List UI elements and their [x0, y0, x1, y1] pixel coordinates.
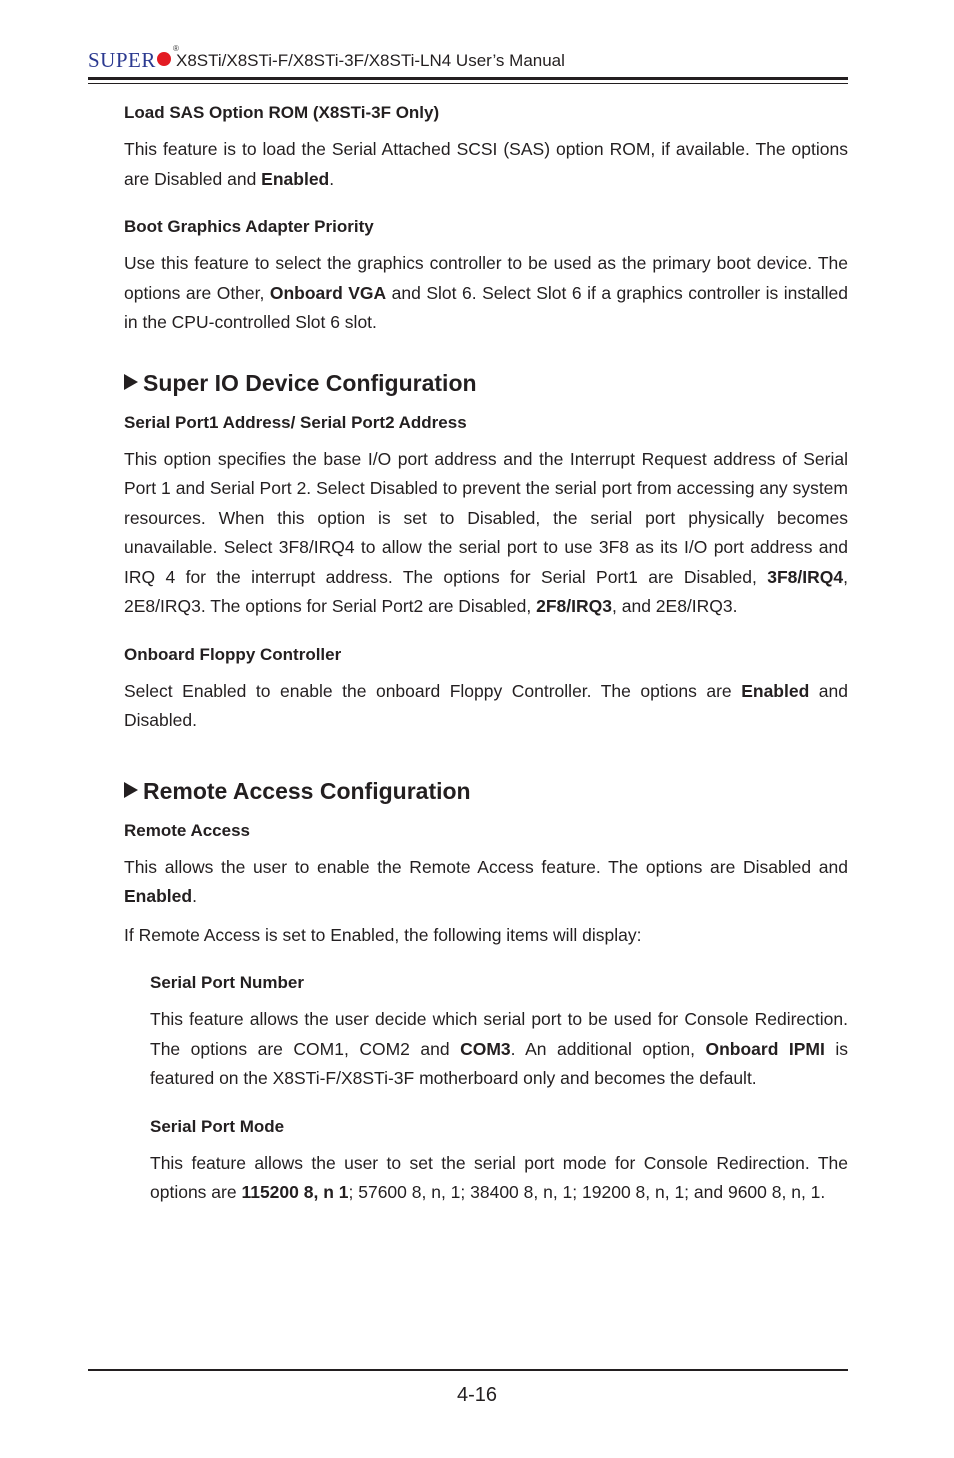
para-floppy: Select Enabled to enable the onboard Floppy Controller. The options are Enabled and Disabled. [124, 680, 849, 730]
header-rule-thick [88, 77, 848, 80]
heading-serial-port-mode: Serial Port Mode [150, 1116, 285, 1136]
logo-dot-icon [157, 52, 171, 66]
page-header [88, 44, 848, 76]
para-serial-port-number: This feature allows the user decide which serial port to be used for Console Redirection. The options are COM1, COM2 and COM3. An additional option, Onboard IPMI is featured on the X8STi-F/X8STi-3F motherboard only and becomes the default. [150, 1009, 849, 1088]
para-serial-port-address: This option specifies the base I/O port address and the Interrupt Request address of Serial Port 1 and Serial Port 2. Select Disabled to prevent the serial port from accessing any system resources. When this option is set to Disabled, the serial port physically becomes unavailable. Select 3F8/IRQ4 to allow the serial port to use 3F8 as its I/O port address and IRQ 4 for the interrupt address. The options for Serial Port1 are Disabled, 3F8/IRQ4, 2E8/IRQ3. The options for Serial Port2 are Disabled, 2F8/IRQ3, and 2E8/IRQ3. [124, 448, 848, 616]
para-load-sas: This feature is to load the Serial Attached SCSI (SAS) option ROM, if available. The options are Disabled and Enabled. [124, 139, 848, 189]
triangle-right-icon [124, 374, 138, 390]
para-remote-access: This allows the user to enable the Remote Access feature. The options are Disabled and Enabled. [124, 856, 848, 906]
supermicro-logo: SUPER [88, 48, 171, 73]
header-rule-thin [88, 83, 848, 84]
heading-serial-port-address: Serial Port1 Address/ Serial Port2 Address [124, 412, 467, 432]
para-serial-port-mode: This feature allows the user to set the serial port mode for Console Redirection. The options are 115200 8, n 1; 57600 8, n, 1; 38400 8, n, 1; 19200 8, n, 1; and 9600 8, n, 1. [150, 1152, 848, 1202]
heading-floppy: Onboard Floppy Controller [124, 644, 342, 664]
para-remote-access-note: If Remote Access is set to Enabled, the following items will display: [124, 924, 642, 945]
manual-title: X8STi/X8STi-F/X8STi-3F/X8STi-LN4 User’s Manual [176, 51, 565, 70]
page-number: 4-16 [456, 1384, 498, 1406]
heading-boot-graphics: Boot Graphics Adapter Priority [124, 217, 374, 236]
section-remote-access: Remote Access Configuration [124, 776, 848, 806]
page-content [124, 101, 848, 1208]
heading-load-sas: Load SAS Option ROM (X8STi-3F Only) [124, 103, 440, 122]
heading-serial-port-number: Serial Port Number [150, 973, 304, 992]
remote-access-subitems [124, 971, 848, 1208]
footer-rule [88, 1369, 848, 1371]
section-super-io: Super IO Device Configuration [124, 368, 848, 398]
heading-remote-access: Remote Access [124, 820, 250, 840]
triangle-right-icon [124, 782, 138, 798]
para-boot-graphics: Use this feature to select the graphics controller to be used as the primary boot device. The options are Other, Onboard VGA and Slot 6. Select Slot 6 if a graphics controller is installed in the CPU-controlled Slot 6 slot. [124, 253, 848, 332]
logo-registered-mark: ® [173, 44, 179, 53]
